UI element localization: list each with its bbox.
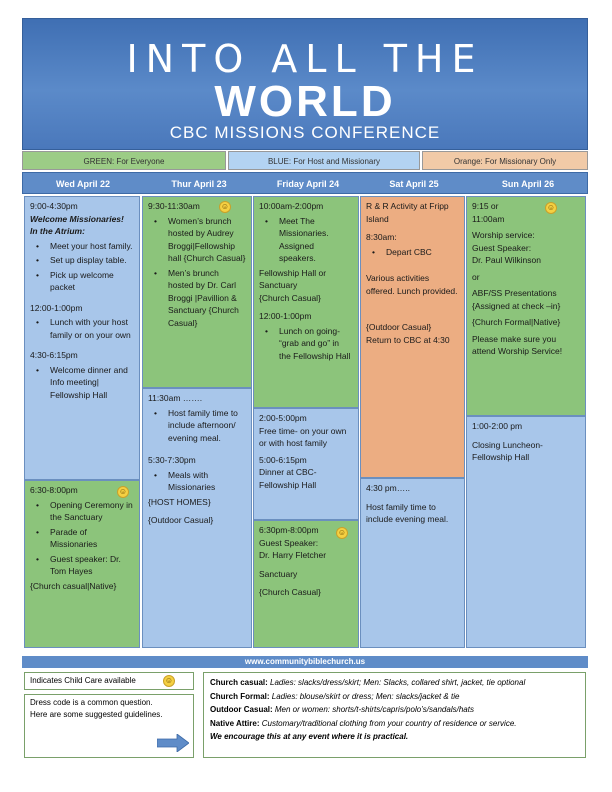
list-item: • Depart CBC — [376, 246, 459, 259]
smiley-icon: ☺ — [337, 528, 347, 537]
sat-host-box — [360, 478, 465, 648]
smiley-icon: ☺ — [118, 487, 128, 496]
thu-b-time: 11:30am ……. — [148, 393, 203, 403]
sun-speaker1: Guest Speaker: — [472, 242, 532, 253]
wed-time: 9:00-4:30pm — [30, 201, 78, 211]
sun-b-time: 1:00-2:00 pm — [472, 421, 523, 431]
list-item: • Host family time to include afternoon/ evening meal. — [158, 407, 246, 445]
fri-c-time: 6:30pm-8:00pm — [259, 525, 319, 535]
fri-c-loc: Sanctuary — [259, 568, 298, 579]
list-item: • Meals with Missionaries — [158, 469, 246, 494]
sat-text: Various activities offered. Lunch provided. — [366, 273, 458, 296]
day-header-wed: Wed April 22 — [55, 179, 110, 189]
fri-b-text: Free time- on your own or with host family — [259, 425, 347, 448]
sun-or: or — [472, 271, 480, 282]
wed-b-time: 6:30-8:00pm — [30, 485, 78, 495]
fri-loc: Fellowship Hall or Sanctuary — [259, 267, 327, 290]
fri-time2: 12:00-1:00pm — [259, 311, 312, 321]
fri-b-time: 2:00-5:00pm — [259, 413, 307, 423]
sat-title: R & R Activity at Fripp Island — [366, 201, 449, 224]
banner-line3: CBC MISSIONS CONFERENCE — [169, 123, 441, 142]
list-item: • Meet The Missionaries. Assigned speakers. — [269, 215, 353, 265]
smiley-icon: ☺ — [164, 676, 174, 685]
banner — [22, 18, 588, 150]
thu-b-time2: 5:30-7:30pm — [148, 455, 196, 465]
sat-fripp-box — [360, 196, 465, 478]
fri-time: 10:00am-2:00pm — [259, 201, 324, 211]
thu-brunch-box — [142, 196, 252, 388]
sun-time2: 11:00am — [472, 213, 505, 224]
list-item: • Pick up welcome packet — [40, 269, 134, 294]
sat-time: 8:30am: — [366, 232, 397, 242]
fri-c-dress: {Church Casual} — [259, 587, 321, 597]
sat-b-time: 4:30 pm….. — [366, 483, 410, 493]
outdoor-label: Outdoor Casual: — [210, 705, 273, 714]
day-header-fri: Friday April 24 — [276, 179, 340, 189]
legend-green: GREEN: For Everyone — [22, 151, 226, 170]
fri-c-speaker2: Dr. Harry Fletcher — [259, 550, 327, 560]
banner-line1: INTO ALL THE — [126, 37, 484, 81]
day-header-row — [22, 172, 588, 194]
fri-freetime-box — [253, 408, 359, 520]
list-item: • Lunch on going- “grab and go” in the Fellowship Hall — [269, 325, 353, 363]
sun-time1: 9:15 or — [472, 201, 499, 211]
sat-b-text: Host family time to include evening meal. — [366, 501, 449, 524]
wed-title1: Welcome Missionaries! — [30, 213, 124, 224]
sun-speaker2: Dr. Paul Wilkinson — [472, 255, 541, 265]
formal-label: Church Formal: — [210, 691, 270, 701]
sun-service: Worship service: — [472, 230, 535, 240]
smiley-icon: ☺ — [220, 202, 230, 211]
casual-text: Ladies: slacks/dress/skirt; Men: Slacks, collared shirt, jacket, tie optional — [267, 678, 526, 687]
smiley-icon: ☺ — [546, 203, 556, 212]
wed-time3: 4:30-6:15pm — [30, 350, 78, 360]
sun-note: Please make sure you attend Worship Service! — [472, 333, 563, 356]
dresscode-intro2: Here are some suggested guidelines. — [30, 710, 163, 719]
sun-abf: ABF/SS Presentations {Assigned at check –in} — [472, 288, 561, 311]
list-item: • Set up display table. — [40, 254, 134, 267]
sun-luncheon-box — [466, 416, 586, 648]
wed-title2: In the Atrium: — [30, 226, 85, 236]
encourage-text: We encourage this at any event where it is practical. — [210, 732, 409, 741]
list-item: • Women’s brunch hosted by Audrey Broggi|Fellowship hall {Church Casual} — [158, 215, 246, 265]
wed-opening-box — [24, 480, 140, 648]
fri-b-text2: Dinner at CBC- Fellowship Hall — [259, 467, 317, 490]
wed-time2: 12:00-1:00pm — [30, 302, 83, 313]
list-item: • Welcome dinner and Info meeting| Fellowship Hall — [40, 364, 134, 402]
fri-dress: {Church Casual} — [259, 292, 321, 303]
thu-b-host: {HOST HOMES} — [148, 496, 211, 507]
list-item: • Parade of Missionaries — [40, 526, 134, 551]
thu-b-dress: {Outdoor Casual} — [148, 515, 214, 525]
childcare-note — [24, 672, 194, 690]
wed-b-dress: {Church casual|Native} — [30, 580, 117, 591]
wed-welcome-box — [24, 196, 140, 480]
legend-blue: BLUE: For Host and Missionary — [228, 151, 420, 170]
thu-host-box — [142, 388, 252, 648]
day-header-sat: Sat April 25 — [389, 179, 439, 189]
outdoor-text: Men or women: shorts/t-shirts/capris/polo’s/sandals/hats — [272, 705, 474, 714]
fri-b-time2: 5:00-6:15pm — [259, 454, 307, 465]
formal-text: Ladies: blouse/skirt or dress; Men: slacks/jacket & tie — [269, 691, 460, 701]
day-header-thu: Thur April 23 — [171, 179, 227, 189]
dresscode-definitions — [203, 672, 586, 758]
sun-worship-box — [466, 196, 586, 416]
day-header-sun: Sun April 26 — [501, 179, 555, 189]
casual-label: Church casual: — [210, 678, 268, 687]
sun-dress: {Church Formal|Native} — [472, 317, 561, 327]
arrow-right-icon — [157, 734, 189, 752]
dresscode-intro1: Dress code is a common question. — [30, 698, 153, 707]
list-item: • Guest speaker: Dr. Tom Hayes — [40, 553, 134, 578]
fri-speaker-box — [253, 520, 359, 648]
banner-line2: WORLD — [214, 77, 396, 126]
sat-return: Return to CBC at 4:30 — [366, 334, 450, 345]
legend-orange: Orange: For Missionary Only — [422, 151, 588, 170]
thu-time: 9:30-11:30am — [148, 201, 200, 211]
childcare-text: Indicates Child Care available — [30, 676, 136, 685]
sun-b-text: Closing Luncheon- Fellowship Hall — [472, 439, 543, 462]
list-item: • Men’s brunch hosted by Dr. Carl Broggi |Pavillion & Sanctuary {Church Casual} — [158, 267, 246, 330]
list-item: • Opening Ceremony in the Sanctuary — [40, 499, 134, 524]
native-text: Customary/traditional clothing from your country of residence or service. — [259, 718, 517, 728]
sat-dress: {Outdoor Casual} — [366, 322, 432, 332]
native-label: Native Attire: — [210, 718, 260, 728]
fri-missionaries-box — [253, 196, 359, 408]
list-item: • Lunch with your host family or on your own — [40, 316, 134, 341]
website-url[interactable]: www.communitybiblechurch.us — [22, 656, 588, 668]
fri-c-speaker1: Guest Speaker: — [259, 537, 319, 548]
list-item: • Meet your host family. — [40, 240, 134, 253]
